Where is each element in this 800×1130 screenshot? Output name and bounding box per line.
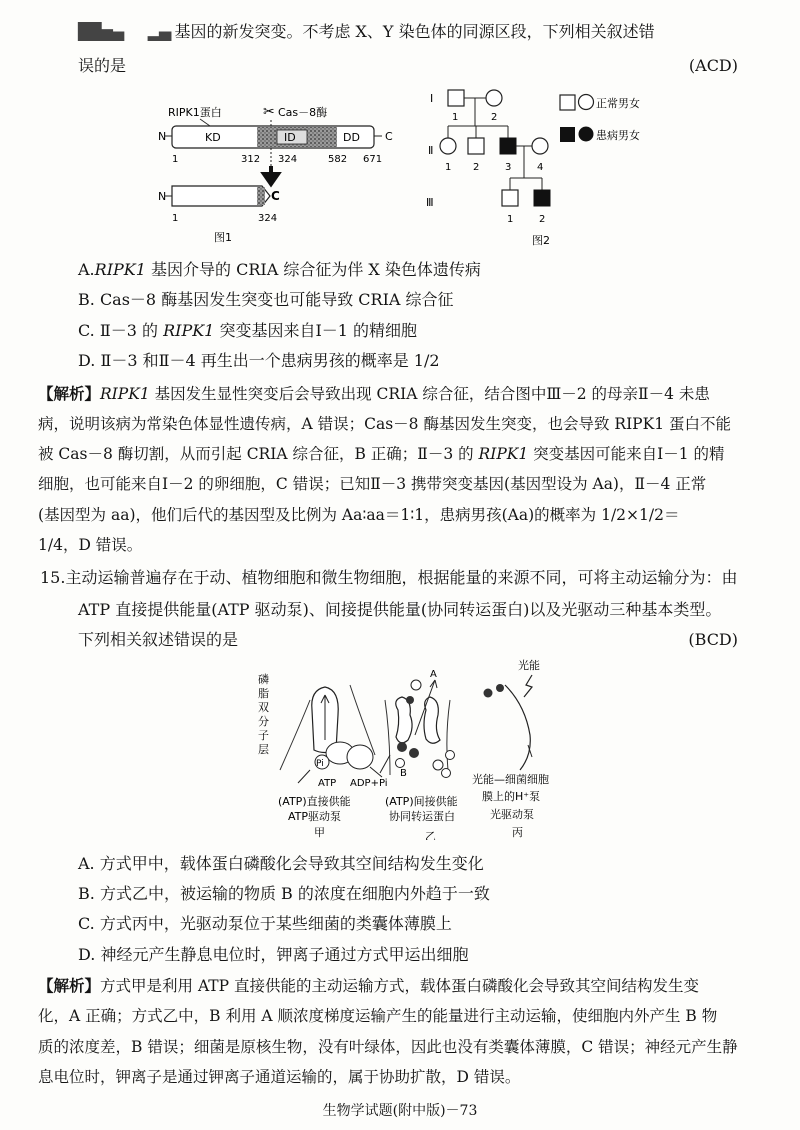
q14-option-c: C. Ⅱ－3 的 RIPK1 突变基因来自Ⅰ－1 的精细胞 — [78, 321, 418, 340]
gen-2-label: Ⅱ — [428, 144, 434, 157]
membrane-label-4: 分 — [258, 715, 269, 728]
light-energy-label: 光能 — [518, 659, 540, 672]
gen1-num-2: 2 — [491, 112, 498, 123]
q15-answer: (BCD) — [688, 630, 738, 649]
fig1-domain-kd: KD — [205, 131, 221, 144]
gen2-male-2 — [468, 138, 484, 154]
fig1-n-label: N — [158, 130, 167, 143]
fig1-domain-dd: DD — [343, 131, 360, 144]
gen2-num-2: 2 — [473, 162, 480, 173]
legend-normal-male-icon — [560, 95, 575, 110]
q15-explanation-line4: 息电位时，钾离子是通过钾离子通道运输的，属于协助扩散，D 错误。 — [38, 1068, 521, 1086]
fig1-domain-id: ID — [284, 131, 296, 144]
fig2-caption: 图2 — [532, 234, 550, 247]
legend-normal-label: 正常男女 — [596, 97, 640, 110]
q15-option-d: D. 神经元产生静息电位时，钾离子通过方式甲运出细胞 — [78, 945, 469, 964]
gen2-female-1 — [440, 138, 456, 154]
membrane-label-3: 双 — [258, 701, 269, 714]
q15-explanation-line2: 化，A 正确；方式乙中，B 利用 A 顺浓度梯度运输产生的能量进行主动运输，使细胞内外产生 B 物 — [38, 1007, 718, 1025]
gen2-female-4 — [532, 138, 548, 154]
legend-affected-label: 患病男女 — [596, 129, 640, 142]
gen1-male-1 — [448, 90, 464, 106]
q15-stem-line1: 15.主动运输普遍存在于动、植物细胞和微生物细胞，根据能量的来源不同，可将主动运输分为：由 — [40, 568, 738, 587]
fig1-c-label: C — [385, 130, 393, 143]
q14-stem-line1: ██▅▄ ▂▄ 基因的新发突变。不考虑 X、Y 染色体的同源区段，下列相关叙述错 — [78, 22, 655, 41]
gen3-num-1: 1 — [507, 214, 514, 225]
fig1-pos-671: 671 — [363, 154, 383, 165]
jia-caption-line1: (ATP)直接供能 — [278, 795, 351, 808]
gen-3-label: Ⅲ — [426, 196, 434, 209]
gen1-num-1: 1 — [452, 112, 459, 123]
bing-name: 丙 — [512, 826, 523, 839]
gen2-num-3: 3 — [505, 162, 512, 173]
q15-transport-figure — [250, 655, 580, 840]
pi-label: Pi — [316, 759, 324, 769]
q14-explanation-line4: 细胞，也可能来自Ⅰ－2 的卵细胞，C 错误；已知Ⅱ－3 携带突变基因(基因型设为 Aa)，Ⅱ－4 正常 — [38, 475, 707, 493]
legend-normal-female-icon — [579, 95, 594, 110]
adp-label: ADP+Pi — [350, 778, 388, 789]
q14-option-d: D. Ⅱ－3 和Ⅱ－4 再生出一个患病男孩的概率是 1/2 — [78, 351, 440, 370]
q14-explanation-line5: (基因型为 aa)，他们后代的基因型及比例为 Aa∶aa＝1∶1，患病男孩(Aa)的概率为 1/2×1/2＝ — [38, 506, 680, 524]
legend-affected-female-icon — [579, 127, 594, 142]
gen3-affected-male-2 — [534, 190, 550, 206]
fig1-cut-pos-324: 324 — [258, 213, 278, 224]
gen-1-label: Ⅰ — [430, 92, 434, 105]
membrane-label-2: 脂 — [258, 687, 269, 700]
fig1-protein-label: RIPK1蛋白 — [168, 106, 222, 119]
gen1-female-2 — [486, 90, 502, 106]
b-label: B — [400, 768, 407, 779]
fig1-cut-c-label: C — [271, 189, 280, 203]
fig1-pos-324: 324 — [278, 154, 298, 165]
bing-caption-line2: 膜上的H⁺泵 — [482, 790, 541, 803]
q14-explanation-line1: 【解析】RIPK1 基因发生显性突变后会导致出现 CRIA 综合征，结合图中Ⅲ－2 的母亲Ⅱ－4 未患 — [38, 384, 710, 403]
q15-stem-line3: 下列相关叙述错误的是 — [78, 630, 239, 649]
scissors-icon: ✂ — [263, 104, 275, 120]
fig1-caption: 图1 — [214, 231, 232, 244]
fig1-enzyme-label: Cas－8酶 — [278, 106, 328, 119]
membrane-label-1: 磷 — [258, 673, 269, 686]
gen2-affected-male-3 — [500, 138, 516, 154]
page-footer: 生物学试题(附中版)－73 — [322, 1103, 478, 1119]
fig1-ripk1-diagram — [150, 98, 400, 248]
q14-option-b: B. Cas－8 酶基因发生突变也可能导致 CRIA 综合征 — [78, 290, 454, 309]
legend-affected-male-icon — [560, 127, 575, 142]
q15-stem-line2: ATP 直接提供能量(ATP 驱动泵)、间接提供能量(协同转运蛋白)以及光驱动三种基本类型。 — [78, 600, 722, 619]
gen2-num-4: 4 — [537, 162, 544, 173]
q14-stem-line2: 误的是 — [78, 56, 127, 75]
gen3-num-2: 2 — [539, 214, 546, 225]
cut-arrow-icon — [264, 166, 278, 184]
fig2-pedigree — [420, 82, 700, 252]
q14-explanation-line3: 被 Cas－8 酶切割，从而引起 CRIA 综合征，B 正确；Ⅱ－3 的 RIPK1 突变基因可能来自Ⅰ－1 的精 — [38, 445, 725, 463]
membrane-label-5: 子 — [258, 729, 269, 742]
q15-explanation-line3: 质的浓度差，B 错误；细菌是原核生物，没有叶绿体，因此也没有类囊体薄膜，C 错误；神经元产生静 — [38, 1038, 738, 1056]
fig1-pos-312: 312 — [241, 154, 261, 165]
fig1-pos-1: 1 — [172, 154, 179, 165]
gen3-male-1 — [502, 190, 518, 206]
lightning-icon — [524, 675, 532, 697]
fig1-cut-n-label: N — [158, 190, 167, 203]
fig1-pos-582: 582 — [328, 154, 348, 165]
q14-explanation-line6: 1/4，D 错误。 — [38, 536, 143, 554]
yi-caption-line1: (ATP)间接供能 — [385, 795, 458, 808]
yi-name: 乙 — [425, 830, 436, 840]
gen2-num-1: 1 — [445, 162, 452, 173]
q15-option-a: A. 方式甲中，载体蛋白磷酸化会导致其空间结构发生变化 — [78, 854, 484, 873]
q14-explanation-line2: 病，说明该病为常染色体显性遗传病，A 错误；Cas－8 酶基因发生突变，也会导致 RIPK1 蛋白不能 — [38, 415, 731, 433]
q15-explanation-line1: 【解析】方式甲是利用 ATP 直接供能的主动运输方式，载体蛋白磷酸化会导致其空间结构发生变 — [38, 976, 699, 995]
q15-option-c: C. 方式丙中，光驱动泵位于某些细菌的类囊体薄膜上 — [78, 914, 452, 933]
jia-caption-line2: ATP驱动泵 — [288, 810, 342, 823]
yi-caption-line2: 协同转运蛋白 — [389, 810, 455, 823]
jia-name: 甲 — [314, 826, 325, 839]
membrane-label-6: 层 — [258, 743, 269, 756]
bing-caption-line3: 光驱动泵 — [490, 808, 534, 821]
q14-answer: (ACD) — [688, 56, 738, 75]
q15-option-b: B. 方式乙中，被运输的物质 B 的浓度在细胞内外趋于一致 — [78, 884, 490, 903]
a-label: A — [430, 669, 437, 680]
bing-caption-line1: 光能—细菌细胞 — [472, 773, 549, 786]
fig1-cut-pos-1: 1 — [172, 213, 179, 224]
atp-label: ATP — [318, 778, 337, 789]
q14-option-a: A.RIPK1 基因介导的 CRIA 综合征为伴 X 染色体遗传病 — [78, 260, 481, 279]
